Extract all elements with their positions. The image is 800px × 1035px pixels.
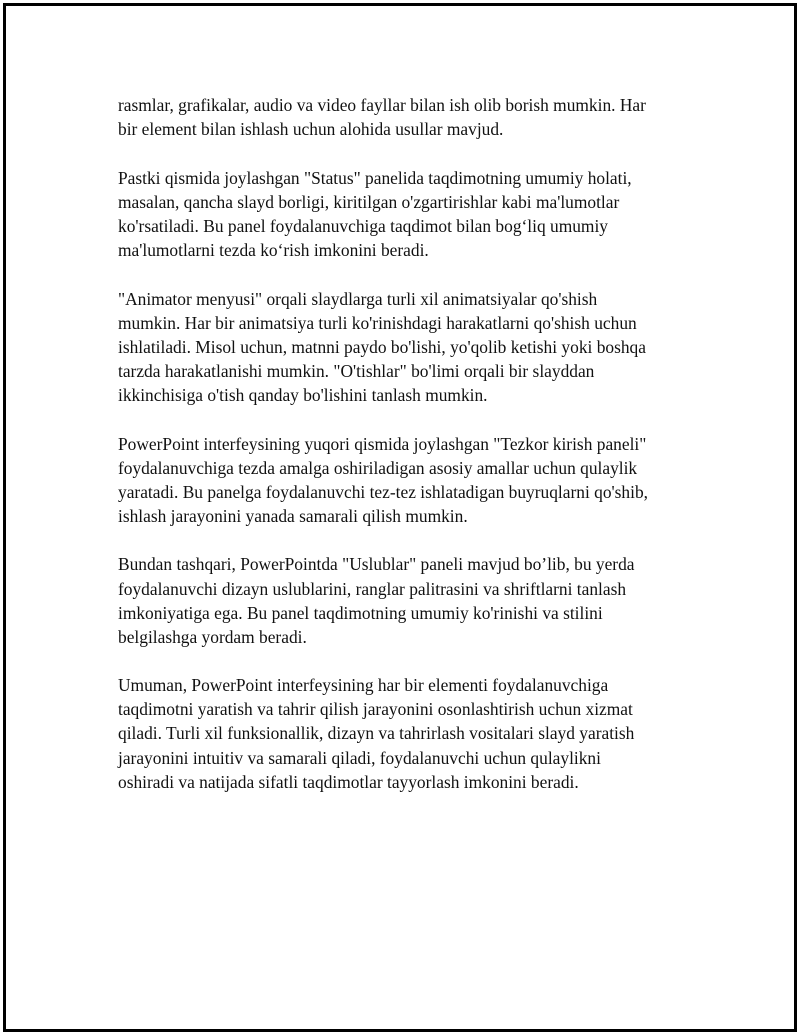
document-body <box>118 93 698 818</box>
paragraph <box>118 432 698 528</box>
text-line: Pastki qismida joylashgan "Status" panelida taqdimotning umumiy holati, <box>118 167 632 188</box>
text-line: yaratadi. Bu panelga foydalanuvchi tez-tez ishlatadigan buyruqlarni qo'shib, <box>118 481 648 502</box>
text-line: bir element bilan ishlash uchun alohida usullar mavjud. <box>118 119 504 140</box>
text-line: ikkinchisiga o'tish qanday bo'lishini tanlash mumkin. <box>118 384 488 405</box>
paragraph <box>118 166 698 262</box>
text-line: tarzda harakatlanishi mumkin. "O'tishlar" bo'limi orqali bir slayddan <box>118 360 595 381</box>
text-line: masalan, qancha slayd borligi, kiritilgan o'zgartirishlar kabi ma'lumotlar <box>118 191 620 212</box>
text-line: Bundan tashqari, PowerPointda "Uslublar" paneli mavjud bo’lib, bu yerda <box>118 554 635 575</box>
text-line: imkoniyatiga ega. Bu panel taqdimotning umumiy ko'rinishi va stilini <box>118 602 603 623</box>
text-line: belgilashga yordam beradi. <box>118 626 307 647</box>
paragraph <box>118 552 698 648</box>
text-line: foydalanuvchi dizayn uslublarini, ranglar palitrasini va shriftlarni tanlash <box>118 578 627 599</box>
paragraph <box>118 287 698 407</box>
text-line: mumkin. Har bir animatsiya turli ko'rinishdagi harakatlarni qo'shish uchun <box>118 312 637 333</box>
text-line: ishlash jarayonini yanada samarali qilish mumkin. <box>118 505 468 526</box>
text-line: rasmlar, grafikalar, audio va video fayllar bilan ish olib borish mumkin. Har <box>118 95 646 115</box>
text-line: Umuman, PowerPoint interfeysining har bir elementi foydalanuvchiga <box>118 675 609 696</box>
text-line: foydalanuvchiga tezda amalga oshiriladigan asosiy amallar uchun qulaylik <box>118 457 638 478</box>
paragraph <box>118 93 698 141</box>
text-line: "Animator menyusi" orqali slaydlarga turli xil animatsiyalar qo'shish <box>118 288 598 309</box>
text-line: jarayonini intuitiv va samarali qiladi, foydalanuvchi uchun qulaylikni <box>118 747 601 768</box>
text-line: ko'rsatiladi. Bu panel foydalanuvchiga taqdimot bilan bog‘liq umumiy <box>118 215 608 236</box>
text-line: ma'lumotlarni tezda ko‘rish imkonini beradi. <box>118 239 429 260</box>
paragraph <box>118 673 698 793</box>
text-line: taqdimotni yaratish va tahrir qilish jarayonini osonlashtirish uchun xizmat <box>118 699 633 720</box>
text-line: qiladi. Turli xil funksionallik, dizayn va tahrirlash vositalari slayd yaratish <box>118 723 635 744</box>
text-line: ishlatiladi. Misol uchun, matnni paydo bo'lishi, yo'qolib ketishi yoki boshqa <box>118 336 646 357</box>
text-line: PowerPoint interfeysining yuqori qismida joylashgan "Tezkor kirish paneli" <box>118 433 647 454</box>
text-line: oshiradi va natijada sifatli taqdimotlar tayyorlash imkonini beradi. <box>118 771 579 792</box>
